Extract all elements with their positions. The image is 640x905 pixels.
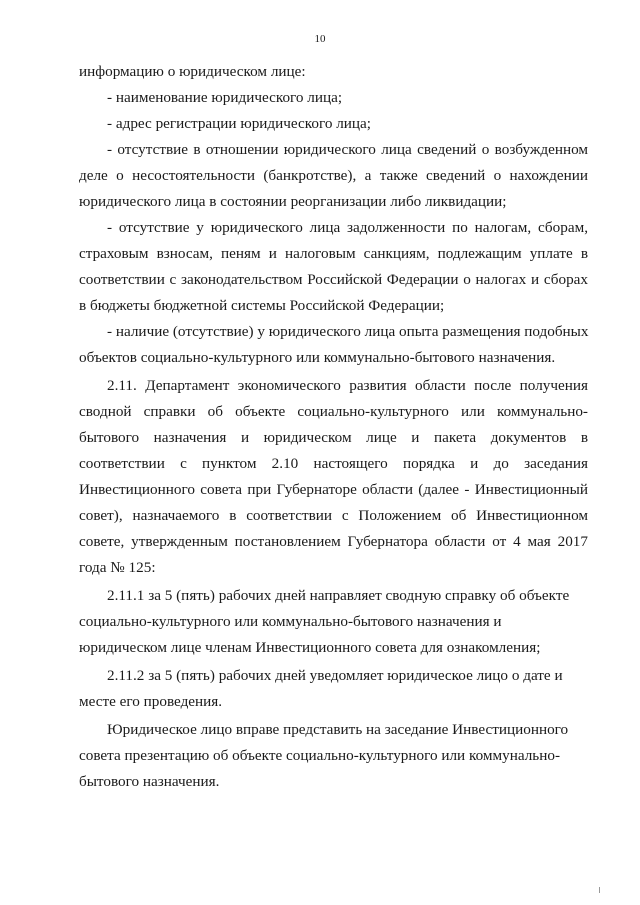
text-line: соответствии с пунктом 2.10 настоящего порядка и до заседания [79,455,588,472]
text-line: 2.11. Департамент экономического развития области после получения [107,377,588,394]
text-line: совета презентацию об объекте социально-культурного или коммунально- [79,747,560,764]
text-line: деле о несостоятельности (банкротстве), а также сведений о нахождении [79,167,588,184]
scan-edge-mark [599,887,600,893]
text-line: социально-культурного или коммунально-бытового назначения и [79,613,502,630]
text-line: Юридическое лицо вправе представить на заседание Инвестиционного [107,721,569,738]
text-line: 2.11.1 за 5 (пять) рабочих дней направляет сводную справку об объекте [107,587,570,604]
text-line: объектов социально-культурного или коммунально-бытового назначения. [79,349,556,366]
text-line: бытового назначения. [79,773,220,790]
text-line: месте его проведения. [79,693,223,710]
text-line: года № 125: [79,559,156,576]
text-line: информацию о юридическом лице: [79,63,306,80]
text-line: - наличие (отсутствие) у юридического лица опыта размещения подобных [107,323,589,340]
text-line: совете, утвержденным постановлением Губернатора области от 4 мая 2017 [79,533,588,550]
text-line: соответствии с законодательством Российской Федерации о налогах и сборах [79,271,588,288]
text-line: бытового назначения и юридическом лице и пакета документов в [79,429,588,446]
text-line: юридическом лице членам Инвестиционного совета для ознакомления; [79,639,541,656]
text-line: - адрес регистрации юридического лица; [107,115,372,132]
text-line: 2.11.2 за 5 (пять) рабочих дней уведомляет юридическое лицо о дате и [107,667,563,684]
text-line: страховым взносам, пеням и налоговым санкциям, подлежащим уплате в [79,245,588,262]
text-line: Инвестиционного совета при Губернаторе области (далее - Инвестиционный [79,481,588,498]
text-line: в бюджеты бюджетной системы Российской Федерации; [79,297,445,314]
text-line: - отсутствие у юридического лица задолженности по налогам, сборам, [107,219,588,236]
text-line: совет), назначаемого в соответствии с Положением об Инвестиционном [79,507,588,524]
text-line: - наименование юридического лица; [107,89,343,106]
text-line: юридического лица в состоянии реорганизации либо ликвидации; [79,193,507,210]
text-line: сводной справки об объекте социально-культурного или коммунально- [79,403,588,420]
page-number: 10 [314,33,326,45]
text-line: - отсутствие в отношении юридического лица сведений о возбужденном [107,141,588,158]
